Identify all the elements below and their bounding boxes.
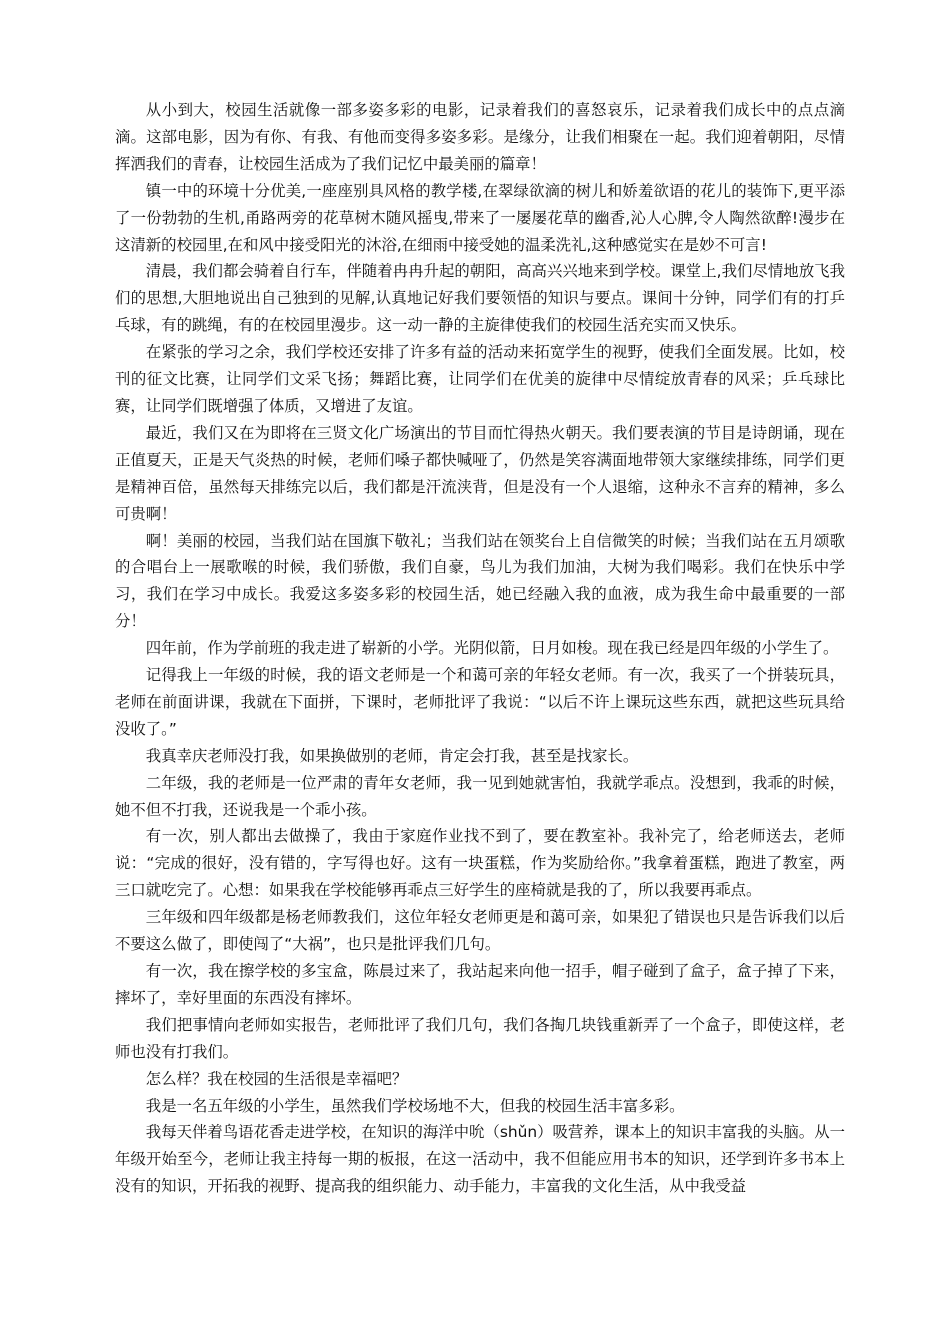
paragraph: 记得我上一年级的时候，我的语文老师是一个和蔼可亲的年轻女老师。有一次，我买了一个拼装玩具，老师在前面讲课，我就在下面拼，下课时，老师批评了我说：“以后不许上课玩这些东西，就把这些玩具给没收了。” [115,666,845,738]
paragraph: 怎么样？我在校园的生活很是幸福吧？ [145,1069,408,1088]
paragraph: 在紧张的学习之余，我们学校还安排了许多有益的活动来拓宽学生的视野，使我们全面发展。比如，校刊的征文比赛，让同学们文采飞扬；舞蹈比赛，让同学们在优美的旋律中尽情绽放青春的风采；乒乓球比赛，让同学们既增强了体质，又增进了友谊。 [115,343,845,415]
paragraph: 镇一中的环境十分优美,一座座别具风格的教学楼,在翠绿欲滴的树儿和娇羞欲语的花儿的装饰下,更平添了一份勃勃的生机,甬路两旁的花草树木随风摇曳,带来了一屡屡花草的幽香,沁人心脾,令人陶然欲醉!漫步在这清新的校园里,在和风中接受阳光的沐浴,在细雨中接受她的温柔洗礼,这种感觉实在是妙不可言! [115,181,845,254]
paragraph: 有一次，我在擦学校的多宝盒，陈晨过来了，我站起来向他一招手，帽子碰到了盒子，盒子掉了下来，摔坏了，幸好里面的东西没有摔坏。 [115,962,845,1007]
document-body [115,97,845,1200]
paragraph: 啊！美丽的校园，当我们站在国旗下敬礼；当我们站在领奖台上自信微笑的时候；当我们站在五月颂歌的合唱台上一展歌喉的时候，我们骄傲，我们自豪，鸟儿为我们加油，大树为我们喝彩。我们在快乐中学习，我们在学习中成长。我爱这多姿多彩的校园生活，她已经融入我的血液，成为我生命中最重要的一部分！ [115,531,845,631]
paragraph: 四年前，作为学前班的我走进了崭新的小学。光阴似箭，日月如梭。现在我已经是四年级的小学生了。 [145,639,839,658]
paragraph: 我真幸庆老师没打我，如果换做别的老师，肯定会打我，甚至是找家长。 [145,746,639,765]
paragraph: 最近，我们又在为即将在三贤文化广场演出的节目而忙得热火朝天。我们要表演的节目是诗朗诵，现在正值夏天，正是天气炎热的时候，老师们嗓子都快喊哑了，仍然是笑容满面地带领大家继续排练，同学们更是精神百倍，虽然每天排练完以后，我们都是汗流浃背，但是没有一个人退缩，这种永不言弃的精神，多么可贵啊！ [115,423,845,523]
paragraph: 我每天伴着鸟语花香走进学校，在知识的海洋中吮（shǔn）吸营养，课本上的知识丰富我的头脑。从一年级开始至今，老师让我主持每一期的板报，在这一活动中，我不但能应用书本的知识，还学到许多书本上没有的知识，开拓我的视野、提高我的组织能力、动手能力，丰富我的文化生活，从中我受益 [115,1123,845,1196]
paragraph: 我是一名五年级的小学生，虽然我们学校场地不大，但我的校园生活丰富多彩。 [145,1096,685,1115]
paragraph: 二年级，我的老师是一位严肃的青年女老师，我一见到她就害怕，我就学乖点。没想到，我乖的时候，她不但不打我，还说我是一个乖小孩。 [115,773,845,819]
paragraph: 我们把事情向老师如实报告，老师批评了我们几句，我们各掏几块钱重新弄了一个盒子，即使这样，老师也没有打我们。 [115,1015,845,1061]
paragraph: 有一次，别人都出去做操了，我由于家庭作业找不到了，要在教室补。我补完了，给老师送去，老师说：“完成的很好，没有错的，字写得也好。这有一块蛋糕，作为奖励给你。”我拿着蛋糕，跑进了教室，两三口就吃完了。心想：如果我在学校能够再乖点三好学生的座椅就是我的了，所以我要再乖点。 [115,827,845,900]
paragraph: 从小到大，校园生活就像一部多姿多彩的电影，记录着我们的喜怒哀乐，记录着我们成长中的点点滴滴。这部电影，因为有你、有我、有他而变得多姿多彩。是缘分，让我们相聚在一起。我们迎着朝阳，尽情挥洒我们的青春，让校园生活成为了我们记忆中最美丽的篇章！ [115,101,845,173]
paragraph: 三年级和四年级都是杨老师教我们，这位年轻女老师更是和蔼可亲，如果犯了错误也只是告诉我们以后不要这么做了，即使闯了“大祸”，也只是批评我们几句。 [115,908,845,954]
paragraph: 清晨，我们都会骑着自行车，伴随着冉冉升起的朝阳，高高兴兴地来到学校。课堂上,我们尽情地放飞我们的思想,大胆地说出自己独到的见解,认真地记好我们要领悟的知识与要点。课间十分钟，同学们有的打乒乓球，有的跳绳，有的在校园里漫步。这一动一静的主旋律使我们的校园生活充实而又快乐。 [115,262,845,335]
